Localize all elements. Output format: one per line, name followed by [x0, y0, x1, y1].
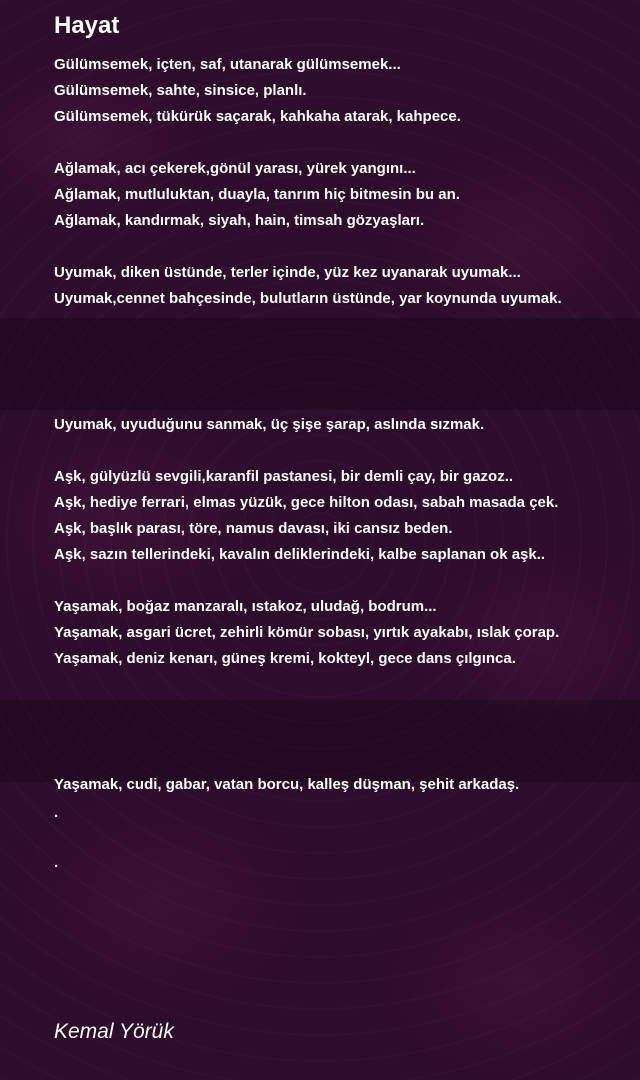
- poem-line: Uyumak, uyuduğunu sanmak, üç şişe şarap, aslında sızmak.: [54, 416, 485, 433]
- poem-title: Hayat: [54, 12, 120, 39]
- poem-line: Ağlamak, kandırmak, siyah, hain, timsah gözyaşları.: [54, 212, 425, 229]
- background-band: [0, 318, 640, 410]
- poem-line: Yaşamak, boğaz manzaralı, ıstakoz, uludağ, bodrum...: [54, 598, 437, 615]
- background-band: [0, 700, 640, 782]
- poem-author: Kemal Yörük: [54, 1020, 174, 1043]
- poem-line: Aşk, başlık parası, töre, namus davası, iki cansız beden.: [54, 520, 453, 537]
- poem-line: Gülümsemek, sahte, sinsice, planlı.: [54, 82, 307, 99]
- poem-line: Ağlamak, acı çekerek,gönül yarası, yürek yangını...: [54, 160, 416, 177]
- poem-line: Aşk, gülyüzlü sevgili,karanfil pastanesi, bir demli çay, bir gazoz..: [54, 468, 514, 485]
- poem-line: Ağlamak, mutluluktan, duayla, tanrım hiç bitmesin bu an.: [54, 186, 460, 203]
- poem-line: .: [54, 854, 59, 871]
- poem-line: Uyumak,cennet bahçesinde, bulutların üstünde, yar koynunda uyumak.: [54, 290, 562, 307]
- poem-line: Gülümsemek, tükürük saçarak, kahkaha atarak, kahpece.: [54, 108, 461, 125]
- poem-line: Gülümsemek, içten, saf, utanarak gülümsemek...: [54, 56, 401, 73]
- poem-line: Yaşamak, asgari ücret, zehirli kömür sobası, yırtık ayakabı, ıslak çorap.: [54, 624, 560, 641]
- poem-line: Aşk, hediye ferrari, elmas yüzük, gece hilton odası, sabah masada çek.: [54, 494, 559, 511]
- poem-line: .: [54, 804, 59, 821]
- poem-line: Yaşamak, cudi, gabar, vatan borcu, kalleş düşman, şehit arkadaş.: [54, 776, 520, 793]
- poem-line: Uyumak, diken üstünde, terler içinde, yüz kez uyanarak uyumak...: [54, 264, 521, 281]
- poem-line: Yaşamak, deniz kenarı, güneş kremi, kokteyl, gece dans çılgınca.: [54, 650, 516, 667]
- poem-line: Aşk, sazın tellerindeki, kavalın deliklerindeki, kalbe saplanan ok aşk..: [54, 546, 546, 563]
